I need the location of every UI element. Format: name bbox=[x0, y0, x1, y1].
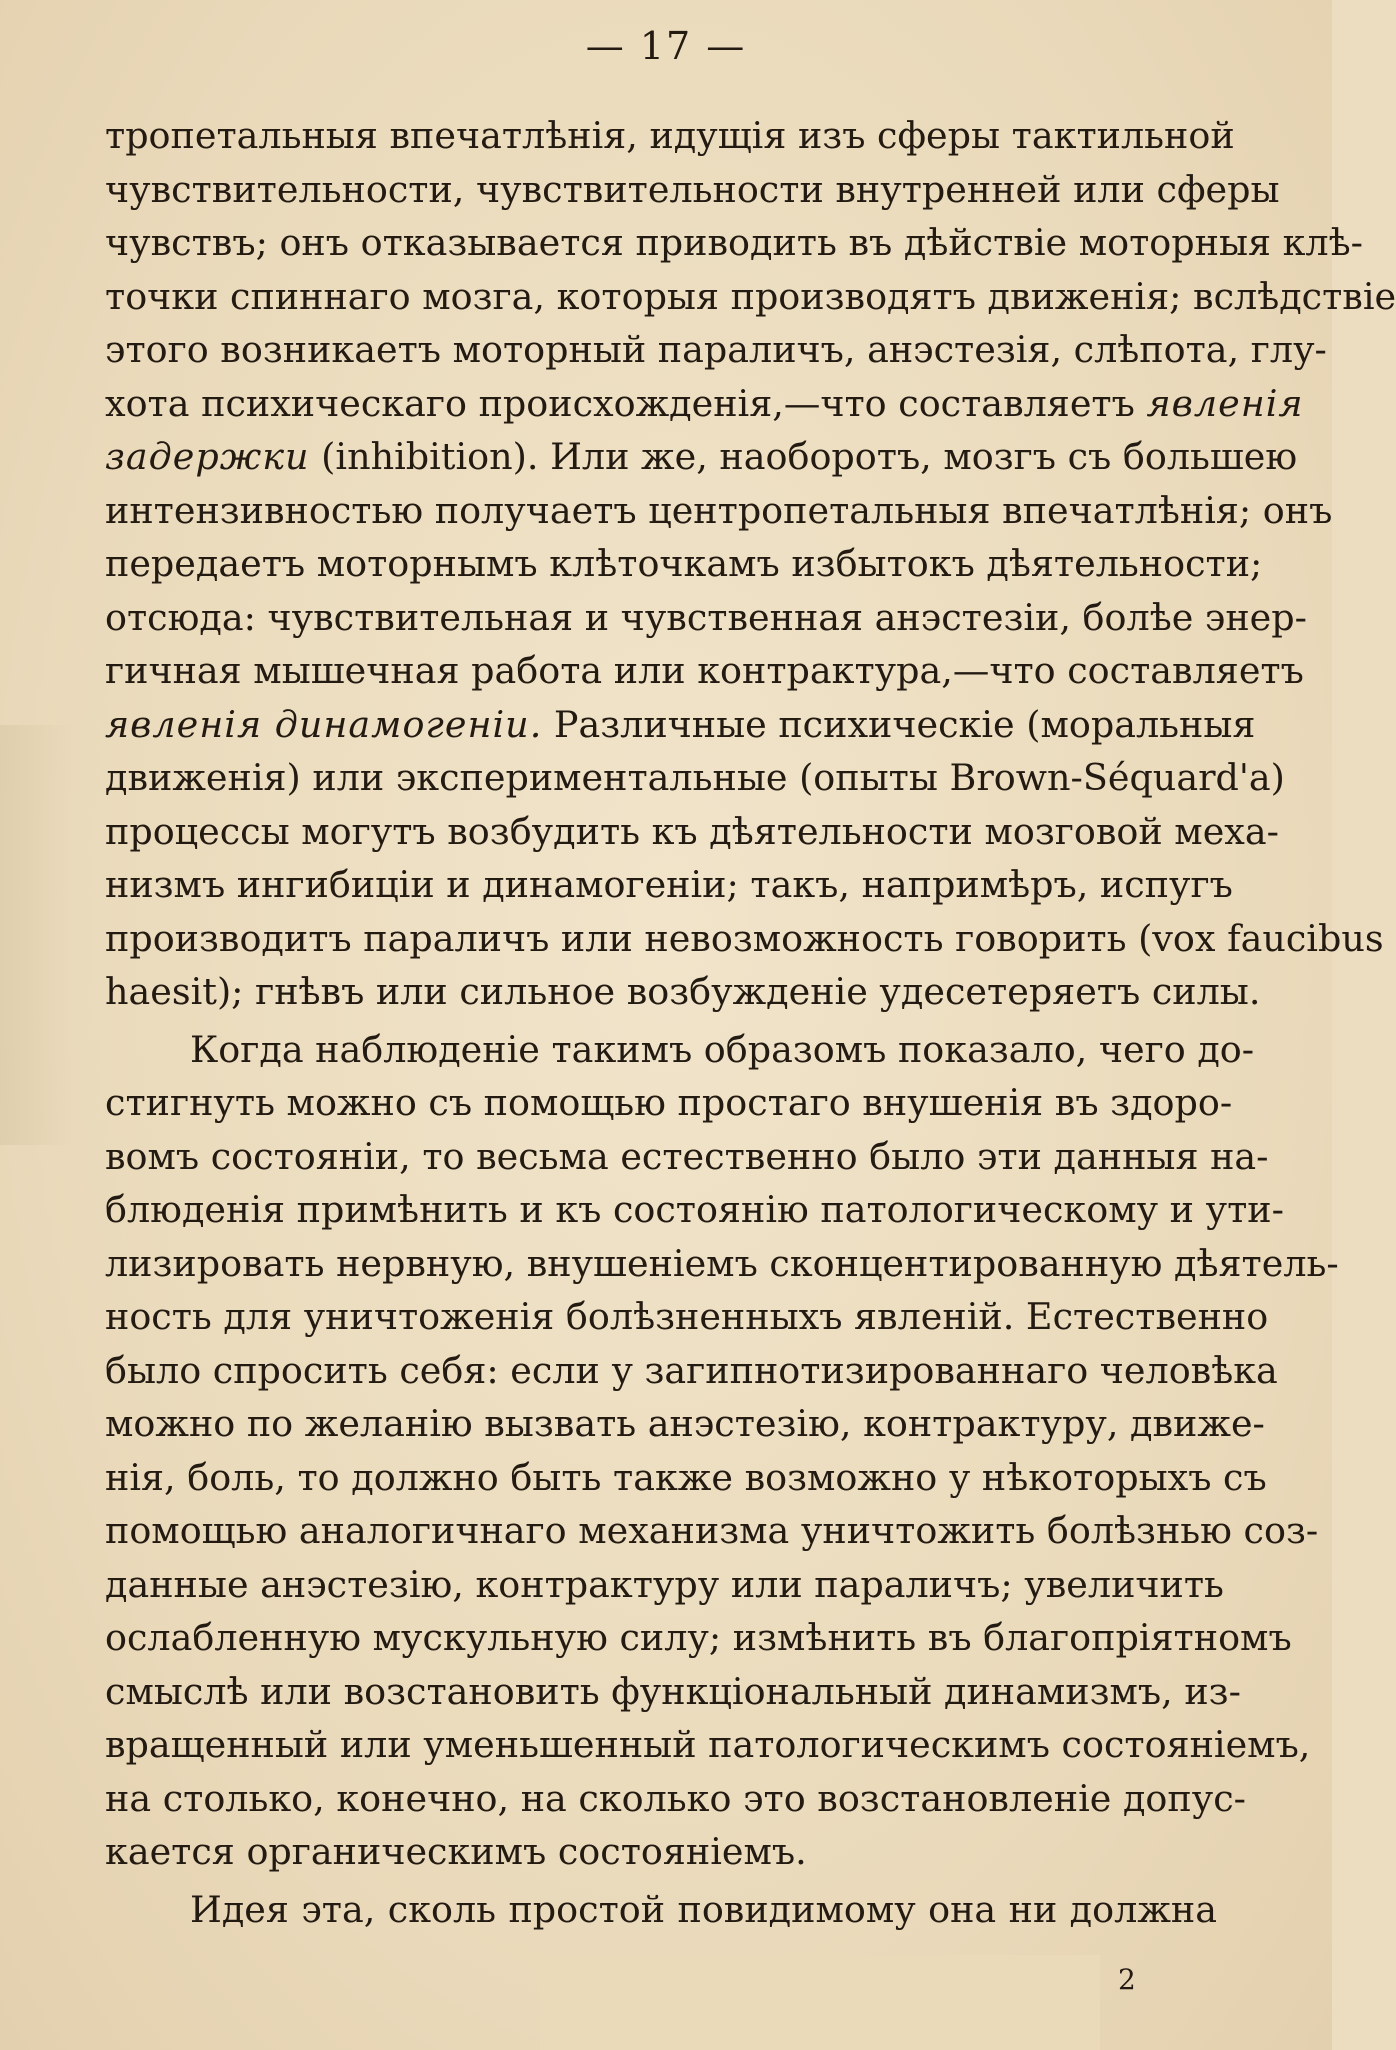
text-run: стигнуть можно съ помощью простаго внушенія въ здоро- bbox=[105, 1081, 1233, 1124]
text-line bbox=[105, 805, 1279, 859]
text-run: смыслѣ или возстановить функціональный динамизмъ, из- bbox=[105, 1669, 1241, 1713]
text-run: haesit); гнѣвъ или сильное возбужденіе удесетеряетъ силы. bbox=[105, 970, 1261, 1013]
page-number: — 17 — bbox=[585, 24, 747, 68]
text-line bbox=[105, 1076, 1233, 1130]
text-run: передаетъ моторнымъ клѣточкамъ избытокъ дѣятельности; bbox=[105, 542, 1263, 585]
text-line bbox=[105, 430, 1298, 484]
text-line bbox=[105, 377, 1304, 431]
text-line bbox=[105, 1397, 1265, 1451]
text-run: на столько, конечно, на сколько это возстановленіе допус- bbox=[105, 1776, 1246, 1820]
text-run: чувствъ; онъ отказывается приводить въ дѣйствіе моторныя клѣ- bbox=[105, 221, 1363, 264]
text-line bbox=[105, 1883, 1217, 1937]
text-line bbox=[105, 751, 1285, 805]
text-run: производитъ параличъ или невозможность говорить (vox faucibus bbox=[105, 916, 1384, 960]
text-line bbox=[105, 163, 1280, 217]
page-stain bbox=[0, 725, 75, 1145]
text-run: чувствительности, чувствительности внутренней или сферы bbox=[105, 167, 1280, 211]
text-run: гичная мышечная работа или контрактура,—что составляетъ bbox=[105, 649, 1304, 692]
text-line bbox=[105, 323, 1327, 377]
text-run: отсюда: чувствительная и чувственная анэстезіи, болѣе энер- bbox=[105, 595, 1307, 639]
text-run: вращенный или уменьшенный патологическимъ состояніемъ, bbox=[105, 1723, 1311, 1766]
text-run: Когда наблюденіе такимъ образомъ показало, чего до- bbox=[190, 1027, 1255, 1071]
text-run: точки спиннаго мозга, которыя производятъ движенія; вслѣдствіе bbox=[105, 274, 1396, 318]
text-line bbox=[105, 1825, 1217, 1879]
text-line bbox=[105, 216, 1363, 270]
text-line bbox=[105, 591, 1307, 645]
text-run: вомъ состояніи, то весьма естественно было эти данныя на- bbox=[105, 1134, 1269, 1178]
text-run: Различные психическіе (моральныя bbox=[542, 702, 1256, 746]
text-line bbox=[105, 270, 1396, 324]
italic-term: задержки bbox=[105, 435, 310, 478]
text-line bbox=[105, 698, 1256, 752]
text-line bbox=[105, 1718, 1311, 1772]
text-run: Идея эта, сколь простой повидимому она ни должна bbox=[190, 1887, 1217, 1931]
text-run: процессы могутъ возбудить къ дѣятельности мозговой меха- bbox=[105, 809, 1279, 853]
text-run: хота психическаго происхожденія,—что составляетъ bbox=[105, 381, 1147, 425]
text-run: низмъ ингибиціи и динамогеніи; такъ, напримѣръ, испугъ bbox=[105, 863, 1233, 906]
text-line bbox=[105, 1504, 1319, 1558]
text-line bbox=[105, 965, 1261, 1019]
text-line bbox=[105, 1772, 1246, 1826]
text-line bbox=[105, 537, 1263, 591]
text-line bbox=[105, 1665, 1241, 1719]
text-run: интензивностью получаетъ центропетальныя впечатлѣнія; онъ bbox=[105, 488, 1333, 532]
text-run: кается органическимъ состояніемъ. bbox=[105, 1830, 807, 1873]
text-run: движенія) или экспериментальные (опыты Brown-Séquard'a) bbox=[105, 756, 1285, 799]
text-run: лизировать нервную, внушеніемъ сконцентированную дѣятель- bbox=[105, 1241, 1339, 1285]
text-line bbox=[105, 1023, 1255, 1077]
signature-mark: 2 bbox=[1118, 1963, 1136, 1996]
text-run: ослабленную мускульную силу; измѣнить въ благопріятномъ bbox=[105, 1616, 1292, 1659]
text-run: блюденія примѣнить и къ состоянію патологическому и ути- bbox=[105, 1188, 1284, 1231]
body-text bbox=[105, 109, 1396, 1936]
text-run: тропетальныя впечатлѣнія, идущія изъ сферы тактильной bbox=[105, 114, 1235, 157]
text-line bbox=[105, 1451, 1267, 1505]
italic-term: явленія bbox=[1146, 381, 1304, 425]
text-line bbox=[105, 1558, 1224, 1612]
text-line bbox=[105, 1611, 1292, 1665]
text-line bbox=[105, 484, 1333, 538]
text-run: можно по желанію вызвать анэстезію, контрактуру, движе- bbox=[105, 1402, 1265, 1445]
text-line bbox=[105, 1237, 1339, 1291]
text-line bbox=[105, 109, 1235, 163]
text-line bbox=[105, 1290, 1269, 1344]
text-line bbox=[105, 858, 1233, 912]
italic-term: явленія динамогеніи. bbox=[105, 702, 543, 746]
text-run: было спросить себя: если у загипнотизированнаго человѣка bbox=[105, 1348, 1278, 1392]
text-line bbox=[105, 1183, 1284, 1237]
text-line bbox=[105, 644, 1304, 698]
text-line bbox=[105, 1344, 1278, 1398]
text-line bbox=[105, 912, 1384, 966]
text-line bbox=[105, 1130, 1269, 1184]
text-run: нія, боль, то должно быть также возможно у нѣкоторыхъ съ bbox=[105, 1455, 1267, 1499]
text-run: ность для уничтоженія болѣзненныхъ явленій. Естественно bbox=[105, 1295, 1269, 1338]
text-run: данные анэстезію, контрактуру или параличъ; увеличить bbox=[105, 1562, 1224, 1606]
text-run: (inhibition). Или же, наоборотъ, мозгъ съ большею bbox=[309, 435, 1298, 478]
page-wear bbox=[540, 1955, 1100, 2050]
text-run: помощью аналогичнаго механизма уничтожить болѣзнью соз- bbox=[105, 1509, 1319, 1552]
text-run: этого возникаетъ моторный параличъ, анэстезія, слѣпота, глу- bbox=[105, 328, 1327, 371]
